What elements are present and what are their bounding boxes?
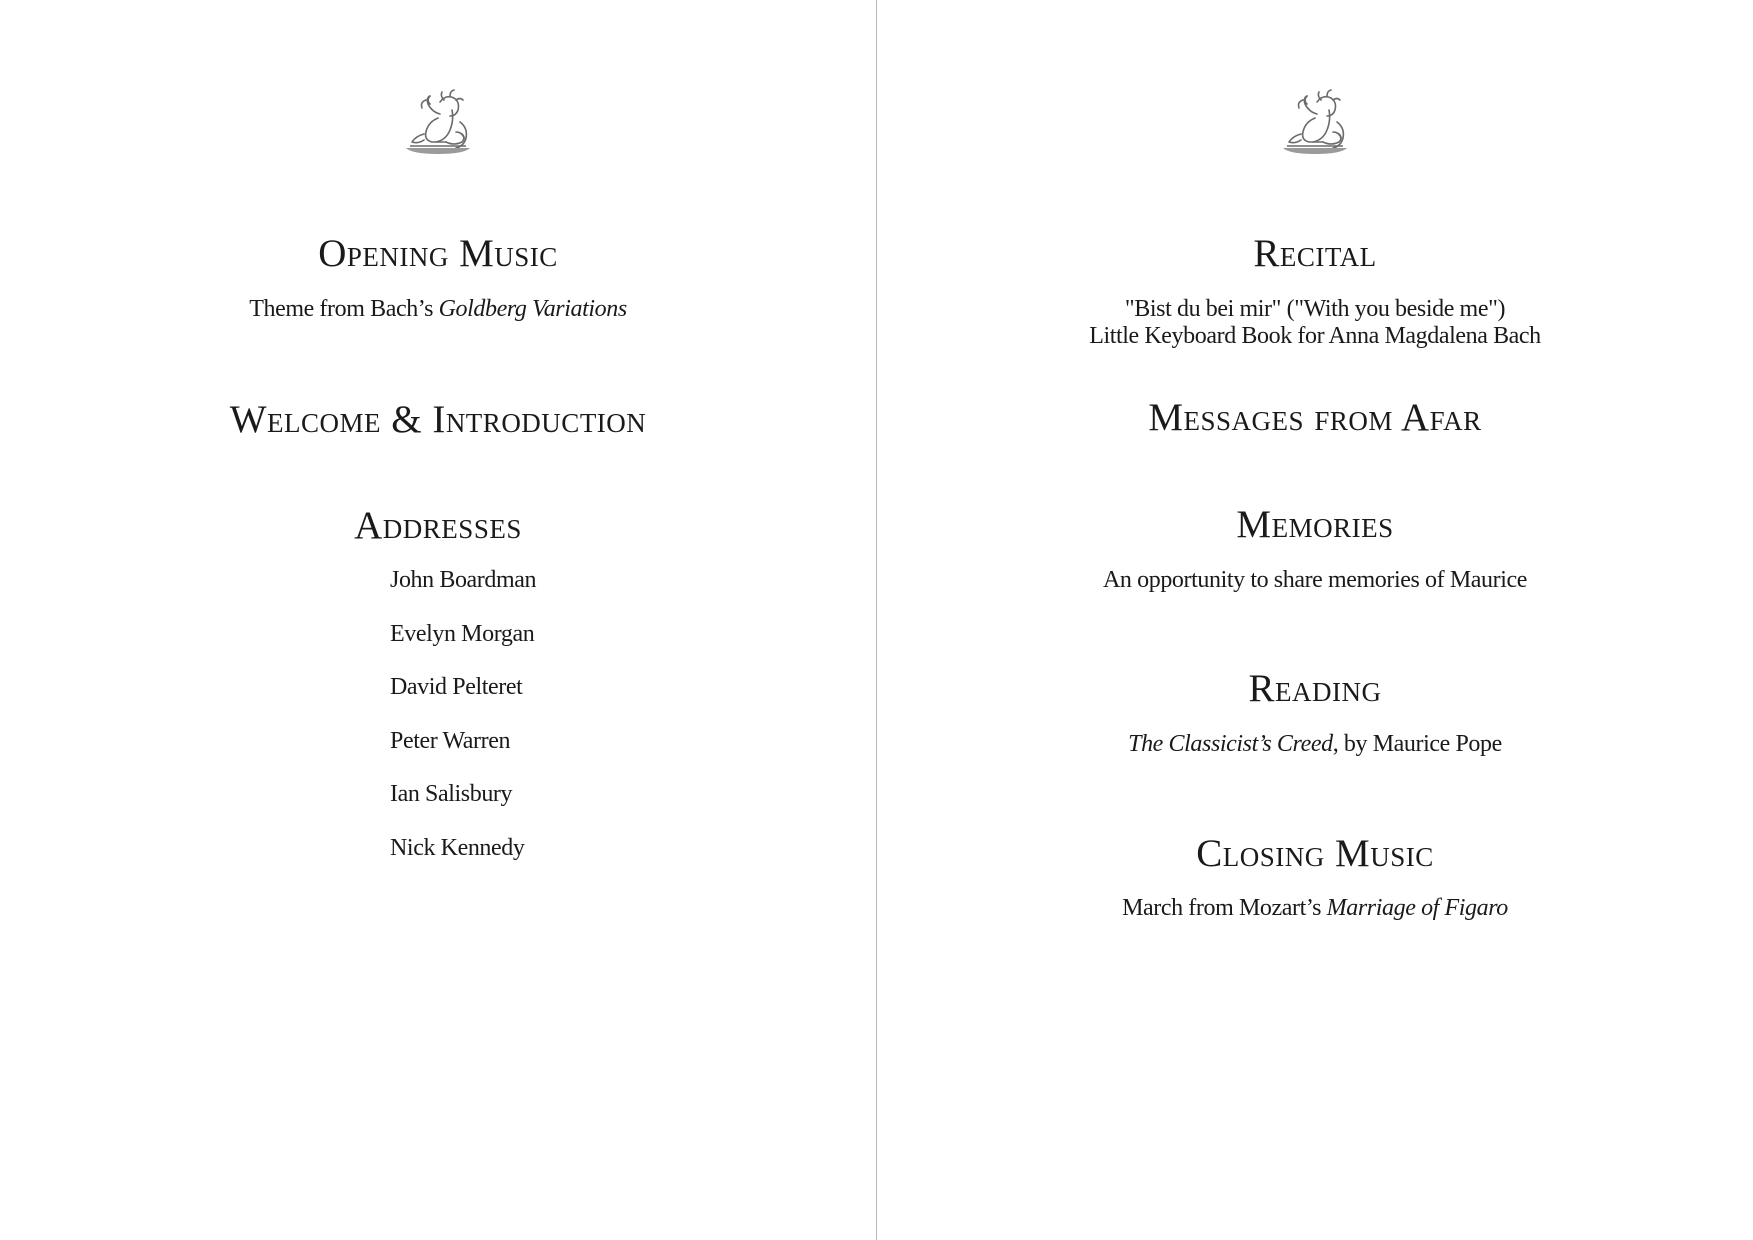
address-speaker-name: David Pelteret — [390, 674, 523, 700]
address-speaker-name: Nick Kennedy — [390, 835, 525, 861]
memories-heading: Memories — [1236, 503, 1394, 546]
recital-piece-title: "Bist du bei mir" ("With you beside me") — [1124, 296, 1506, 322]
address-speaker-name: Ian Salisbury — [390, 781, 513, 807]
opening-music-heading: Opening Music — [318, 232, 558, 275]
closing-music-detail-prefix: March from Mozart’s — [1122, 895, 1327, 921]
reading-detail — [877, 729, 1753, 759]
left-page — [0, 0, 876, 1240]
right-page — [877, 0, 1753, 1240]
messages-heading: Messages from Afar — [1148, 396, 1482, 439]
reading-detail-author: , by Maurice Pope — [1332, 731, 1502, 757]
opening-music-detail-prefix: Theme from Bach’s — [249, 296, 439, 322]
recital-piece-source: Little Keyboard Book for Anna Magdalena Bach — [1089, 323, 1541, 349]
reading-detail-title: The Classicist’s Creed — [1128, 731, 1333, 757]
closing-music-detail-title: Marriage of Figaro — [1326, 895, 1508, 921]
opening-music-detail-title: Goldberg Variations — [438, 296, 627, 322]
address-speaker-name: Peter Warren — [390, 728, 511, 754]
reading-heading: Reading — [1248, 667, 1382, 710]
welcome-heading: Welcome & Introduction — [229, 398, 647, 441]
closing-music-detail — [877, 893, 1753, 923]
closing-music-heading: Closing Music — [1196, 832, 1434, 875]
recital-heading: Recital — [1253, 232, 1377, 275]
lion-crest-icon — [400, 88, 476, 160]
address-speaker-name: Evelyn Morgan — [390, 621, 535, 647]
opening-music-detail — [0, 294, 876, 324]
addresses-heading: Addresses — [354, 504, 522, 547]
memories-detail: An opportunity to share memories of Maurice — [1102, 567, 1528, 593]
lion-crest-icon — [1277, 88, 1353, 160]
address-speaker-name: John Boardman — [390, 567, 537, 593]
